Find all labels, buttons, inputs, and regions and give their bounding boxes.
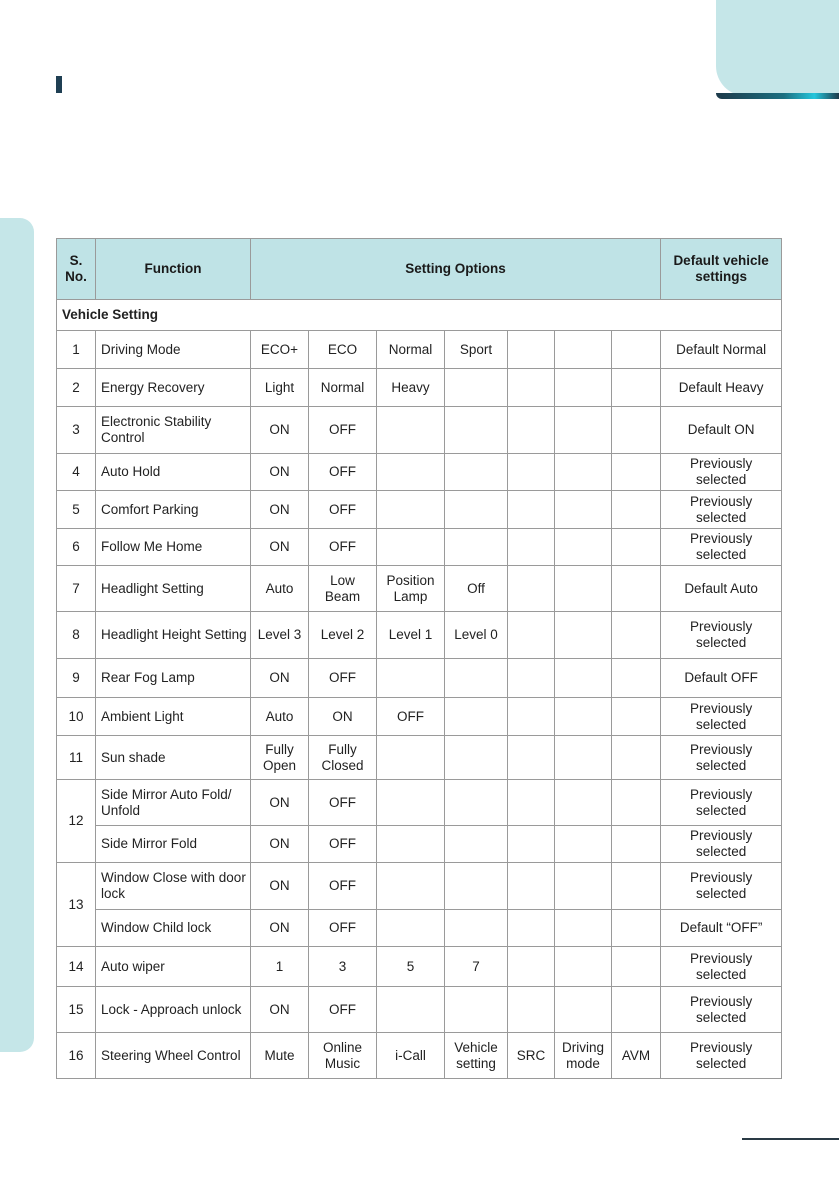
- cell-function: Steering Wheel Control: [96, 1033, 251, 1079]
- cell-option: ON: [251, 659, 309, 698]
- cell-function: Headlight Height Setting: [96, 612, 251, 659]
- cell-function: Sun shade: [96, 736, 251, 780]
- cell-option: ECO+: [251, 331, 309, 369]
- cell-option: [612, 910, 661, 947]
- cell-default: Previously selected: [661, 529, 782, 566]
- cell-option: [508, 659, 555, 698]
- cell-option: Driving mode: [555, 1033, 612, 1079]
- cell-function: Auto Hold: [96, 454, 251, 491]
- cell-option: OFF: [309, 659, 377, 698]
- cell-option: Off: [445, 566, 508, 612]
- header-function: Function: [96, 239, 251, 300]
- cell-option: Position Lamp: [377, 566, 445, 612]
- cell-option: [377, 910, 445, 947]
- table-row: [57, 1033, 782, 1079]
- cell-function: Electronic Stability Control: [96, 407, 251, 454]
- vehicle-settings-table: [56, 238, 782, 1079]
- cell-option: [508, 947, 555, 987]
- cell-option: Light: [251, 369, 309, 407]
- cell-option: [508, 736, 555, 780]
- cell-option: [612, 407, 661, 454]
- cell-option: [377, 736, 445, 780]
- cell-option: [508, 910, 555, 947]
- cell-option: Vehicle setting: [445, 1033, 508, 1079]
- cell-option: OFF: [309, 910, 377, 947]
- cell-option: Fully Open: [251, 736, 309, 780]
- cell-sno: 15: [57, 987, 96, 1033]
- cell-option: OFF: [309, 491, 377, 529]
- cell-sno: 7: [57, 566, 96, 612]
- cell-option: [612, 659, 661, 698]
- section-row: [57, 300, 782, 331]
- cell-option: [612, 331, 661, 369]
- cell-option: Normal: [309, 369, 377, 407]
- cell-function: Lock - Approach unlock: [96, 987, 251, 1033]
- cell-option: [508, 566, 555, 612]
- cell-option: [508, 529, 555, 566]
- cell-default: Previously selected: [661, 1033, 782, 1079]
- cell-option: OFF: [309, 987, 377, 1033]
- cell-function: Ambient Light: [96, 698, 251, 736]
- table-row: [57, 491, 782, 529]
- table-row: [57, 780, 782, 826]
- cell-option: [445, 454, 508, 491]
- heading-marker: [56, 76, 62, 93]
- cell-option: [612, 369, 661, 407]
- cell-option: [612, 698, 661, 736]
- page-corner-accent-line: [716, 93, 839, 99]
- cell-function: Auto wiper: [96, 947, 251, 987]
- cell-default: Default Auto: [661, 566, 782, 612]
- header-setting-options: Setting Options: [251, 239, 661, 300]
- cell-option: [445, 863, 508, 910]
- cell-option: ON: [251, 780, 309, 826]
- cell-default: Default “OFF”: [661, 910, 782, 947]
- table-row: [57, 407, 782, 454]
- cell-option: Level 3: [251, 612, 309, 659]
- cell-option: [377, 454, 445, 491]
- cell-option: Mute: [251, 1033, 309, 1079]
- cell-option: [612, 987, 661, 1033]
- table-row: [57, 910, 782, 947]
- cell-option: AVM: [612, 1033, 661, 1079]
- cell-sno: 12: [57, 780, 96, 863]
- cell-sno: 6: [57, 529, 96, 566]
- cell-option: 3: [309, 947, 377, 987]
- table-header-row: [57, 239, 782, 300]
- cell-option: [508, 780, 555, 826]
- cell-option: [508, 369, 555, 407]
- cell-function: Headlight Setting: [96, 566, 251, 612]
- cell-option: Level 1: [377, 612, 445, 659]
- cell-option: [555, 987, 612, 1033]
- cell-default: Previously selected: [661, 947, 782, 987]
- cell-option: [445, 659, 508, 698]
- cell-option: [445, 698, 508, 736]
- footer-rule: [742, 1138, 839, 1140]
- cell-function: Window Close with door lock: [96, 863, 251, 910]
- cell-default: Previously selected: [661, 826, 782, 863]
- cell-sno: 16: [57, 1033, 96, 1079]
- cell-option: ECO: [309, 331, 377, 369]
- cell-option: [377, 863, 445, 910]
- cell-option: [445, 369, 508, 407]
- cell-option: [445, 826, 508, 863]
- cell-option: [508, 612, 555, 659]
- cell-option: ON: [251, 826, 309, 863]
- cell-option: ON: [251, 529, 309, 566]
- cell-option: [445, 987, 508, 1033]
- cell-option: [377, 529, 445, 566]
- cell-option: Auto: [251, 698, 309, 736]
- cell-option: [555, 331, 612, 369]
- cell-option: Sport: [445, 331, 508, 369]
- cell-default: Default ON: [661, 407, 782, 454]
- table-row: [57, 454, 782, 491]
- cell-default: Previously selected: [661, 612, 782, 659]
- cell-option: [555, 454, 612, 491]
- cell-option: OFF: [309, 529, 377, 566]
- cell-option: [445, 491, 508, 529]
- cell-option: OFF: [377, 698, 445, 736]
- cell-option: [555, 826, 612, 863]
- cell-sno: 13: [57, 863, 96, 947]
- page-corner-tab: [716, 0, 839, 96]
- cell-option: ON: [251, 491, 309, 529]
- cell-option: [555, 659, 612, 698]
- cell-option: Low Beam: [309, 566, 377, 612]
- cell-option: [612, 826, 661, 863]
- cell-option: [445, 529, 508, 566]
- cell-option: 5: [377, 947, 445, 987]
- cell-option: ON: [251, 407, 309, 454]
- cell-option: [508, 491, 555, 529]
- cell-sno: 1: [57, 331, 96, 369]
- cell-option: [377, 491, 445, 529]
- cell-option: [555, 863, 612, 910]
- cell-option: ON: [251, 987, 309, 1033]
- cell-function: Comfort Parking: [96, 491, 251, 529]
- table-row: [57, 698, 782, 736]
- cell-option: Heavy: [377, 369, 445, 407]
- cell-option: [612, 454, 661, 491]
- cell-option: [377, 826, 445, 863]
- cell-default: Previously selected: [661, 454, 782, 491]
- cell-option: [377, 407, 445, 454]
- cell-option: [508, 331, 555, 369]
- cell-sno: 10: [57, 698, 96, 736]
- cell-option: OFF: [309, 454, 377, 491]
- cell-default: Default Normal: [661, 331, 782, 369]
- cell-default: Previously selected: [661, 987, 782, 1033]
- cell-option: [612, 736, 661, 780]
- cell-option: [612, 863, 661, 910]
- cell-option: [612, 947, 661, 987]
- cell-option: [377, 987, 445, 1033]
- section-title: Vehicle Setting: [57, 300, 782, 331]
- table-row: [57, 612, 782, 659]
- cell-option: [445, 407, 508, 454]
- table-row: [57, 826, 782, 863]
- cell-option: [612, 566, 661, 612]
- cell-option: [612, 612, 661, 659]
- cell-option: [555, 407, 612, 454]
- cell-sno: 14: [57, 947, 96, 987]
- cell-option: [612, 491, 661, 529]
- cell-option: [555, 736, 612, 780]
- cell-option: [612, 780, 661, 826]
- cell-option: OFF: [309, 407, 377, 454]
- cell-default: Previously selected: [661, 736, 782, 780]
- cell-option: Level 0: [445, 612, 508, 659]
- cell-option: [377, 780, 445, 826]
- cell-option: [555, 491, 612, 529]
- cell-option: [508, 698, 555, 736]
- cell-function: Driving Mode: [96, 331, 251, 369]
- cell-option: 1: [251, 947, 309, 987]
- header-default: Default vehicle settings: [661, 239, 782, 300]
- cell-option: Auto: [251, 566, 309, 612]
- cell-sno: 5: [57, 491, 96, 529]
- cell-function: Follow Me Home: [96, 529, 251, 566]
- cell-option: [508, 826, 555, 863]
- cell-function: Energy Recovery: [96, 369, 251, 407]
- cell-option: Normal: [377, 331, 445, 369]
- cell-default: Default Heavy: [661, 369, 782, 407]
- cell-option: [555, 369, 612, 407]
- cell-function: Window Child lock: [96, 910, 251, 947]
- cell-function: Side Mirror Auto Fold/ Unfold: [96, 780, 251, 826]
- cell-option: [555, 612, 612, 659]
- cell-option: [445, 910, 508, 947]
- cell-sno: 8: [57, 612, 96, 659]
- cell-function: Side Mirror Fold: [96, 826, 251, 863]
- table-row: [57, 659, 782, 698]
- table-row: [57, 369, 782, 407]
- cell-function: Rear Fog Lamp: [96, 659, 251, 698]
- cell-default: Previously selected: [661, 698, 782, 736]
- cell-option: [555, 780, 612, 826]
- cell-option: [555, 947, 612, 987]
- cell-option: 7: [445, 947, 508, 987]
- cell-option: [555, 529, 612, 566]
- cell-option: ON: [251, 863, 309, 910]
- cell-option: OFF: [309, 826, 377, 863]
- cell-option: [508, 863, 555, 910]
- cell-sno: 11: [57, 736, 96, 780]
- table-row: [57, 863, 782, 910]
- table-row: [57, 947, 782, 987]
- cell-option: ON: [309, 698, 377, 736]
- cell-option: [508, 987, 555, 1033]
- cell-option: Online Music: [309, 1033, 377, 1079]
- cell-default: Previously selected: [661, 780, 782, 826]
- table-row: [57, 566, 782, 612]
- cell-option: ON: [251, 454, 309, 491]
- side-band: [0, 218, 34, 1052]
- cell-sno: 9: [57, 659, 96, 698]
- cell-option: [555, 910, 612, 947]
- cell-option: [612, 529, 661, 566]
- cell-option: [445, 736, 508, 780]
- cell-option: [555, 698, 612, 736]
- cell-option: [508, 407, 555, 454]
- cell-option: OFF: [309, 780, 377, 826]
- header-sno: S. No.: [57, 239, 96, 300]
- cell-option: Fully Closed: [309, 736, 377, 780]
- cell-sno: 3: [57, 407, 96, 454]
- cell-option: i-Call: [377, 1033, 445, 1079]
- table-row: [57, 331, 782, 369]
- table-row: [57, 529, 782, 566]
- cell-sno: 4: [57, 454, 96, 491]
- cell-option: [555, 566, 612, 612]
- cell-option: [377, 659, 445, 698]
- cell-sno: 2: [57, 369, 96, 407]
- cell-default: Previously selected: [661, 491, 782, 529]
- table-row: [57, 987, 782, 1033]
- cell-option: Level 2: [309, 612, 377, 659]
- cell-default: Default OFF: [661, 659, 782, 698]
- table-row: [57, 736, 782, 780]
- cell-option: ON: [251, 910, 309, 947]
- cell-option: [508, 454, 555, 491]
- cell-default: Previously selected: [661, 863, 782, 910]
- cell-option: SRC: [508, 1033, 555, 1079]
- cell-option: [445, 780, 508, 826]
- cell-option: OFF: [309, 863, 377, 910]
